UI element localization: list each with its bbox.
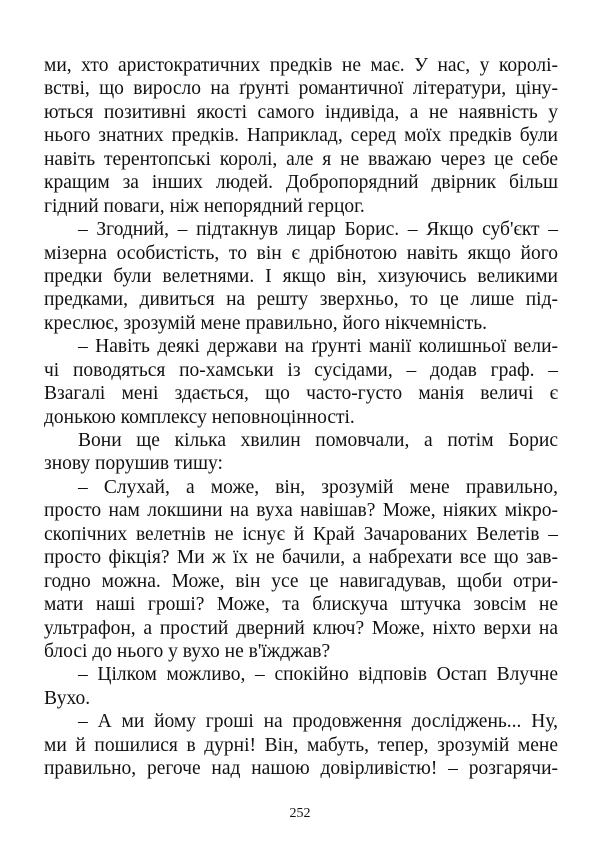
text-line: кращим за інших людей. Добропорядний двірник більш [44,172,558,194]
text-line: – Цілком можливо, – спокійно відповів Остап Влучне [78,664,558,686]
text-line: знову порушив тишу: [44,453,223,475]
text-line: ультрафон, а простий дверний ключ? Може, ніхто верхи на [44,617,558,639]
text-line: ми й пошилися в дурні! Він, мабуть, тепер, зрозумій мене [44,734,558,756]
text-line: ми, хто аристократичних предків не має. У нас, у королі- [44,55,558,76]
text-line: Вухо. [44,687,91,709]
text-line: Взагалі мені здається, що часто-густо манія величі є [44,383,558,405]
text-line: донькою комплексу неповноцінності. [44,406,355,428]
text-line: предками, дивиться на решту зверхньо, то це лише під- [44,289,558,311]
text-line: годно можна. Може, він усе це навигадував, щоби отри- [44,570,558,592]
text-line: предки були велетнями. І якщо він, хизуючись великими [44,265,558,287]
text-line: – Слухай, а може, він, зрозумій мене правильно, [78,476,558,498]
text-line: креслює, зрозумій мене правильно, його нікчемність. [44,312,487,334]
text-line: мати наші гроші? Може, та блискуча штучка зовсім не [44,594,558,616]
text-line: просто нам локшини на вуха навішав? Може, ніяких мікро- [44,500,558,522]
page-number: 252 [289,806,311,821]
text-line: Вони ще кілька хвилин помовчали, а потім Борис [78,430,558,451]
text-line: правильно, регоче над нашою довірливістю! – розгарячи- [44,758,558,780]
text-line: блосі до нього у вухо не в'їжджав? [44,640,331,662]
text-line: – А ми йому гроші на продовження досліджень... Ну, [78,711,558,733]
text-line: встві, що виросло на ґрунті романтичної літератури, ціну- [44,78,558,100]
text-line: нього знатних предків. Наприклад, серед моїх предків були [44,125,558,147]
text-line: просто фікція? Ми ж їх не бачили, а набрехати все що зав- [44,547,558,569]
body-text [44,54,558,781]
text-line: – Навіть деякі держави на ґрунті манії колишньої вели- [78,336,558,358]
text-line: мізерна особистість, то він є дрібнотою навіть якщо його [44,242,558,264]
text-line: скопічних велетнів не існує й Край Зачарованих Велетів – [44,523,558,545]
text-line: чі поводяться по-хамськи із сусідами, – додав граф. – [44,359,558,381]
text-line: навіть терентопські королі, але я не вважаю через це себе [44,148,558,170]
text-line: гідний поваги, ніж непорядний герцог. [44,195,365,217]
text-line: ються позитивні якості самого індивіда, а не наявність у [44,101,558,123]
text-line: – Згодний, – підтакнув лицар Борис. – Якщо суб'єкт – [78,219,558,241]
